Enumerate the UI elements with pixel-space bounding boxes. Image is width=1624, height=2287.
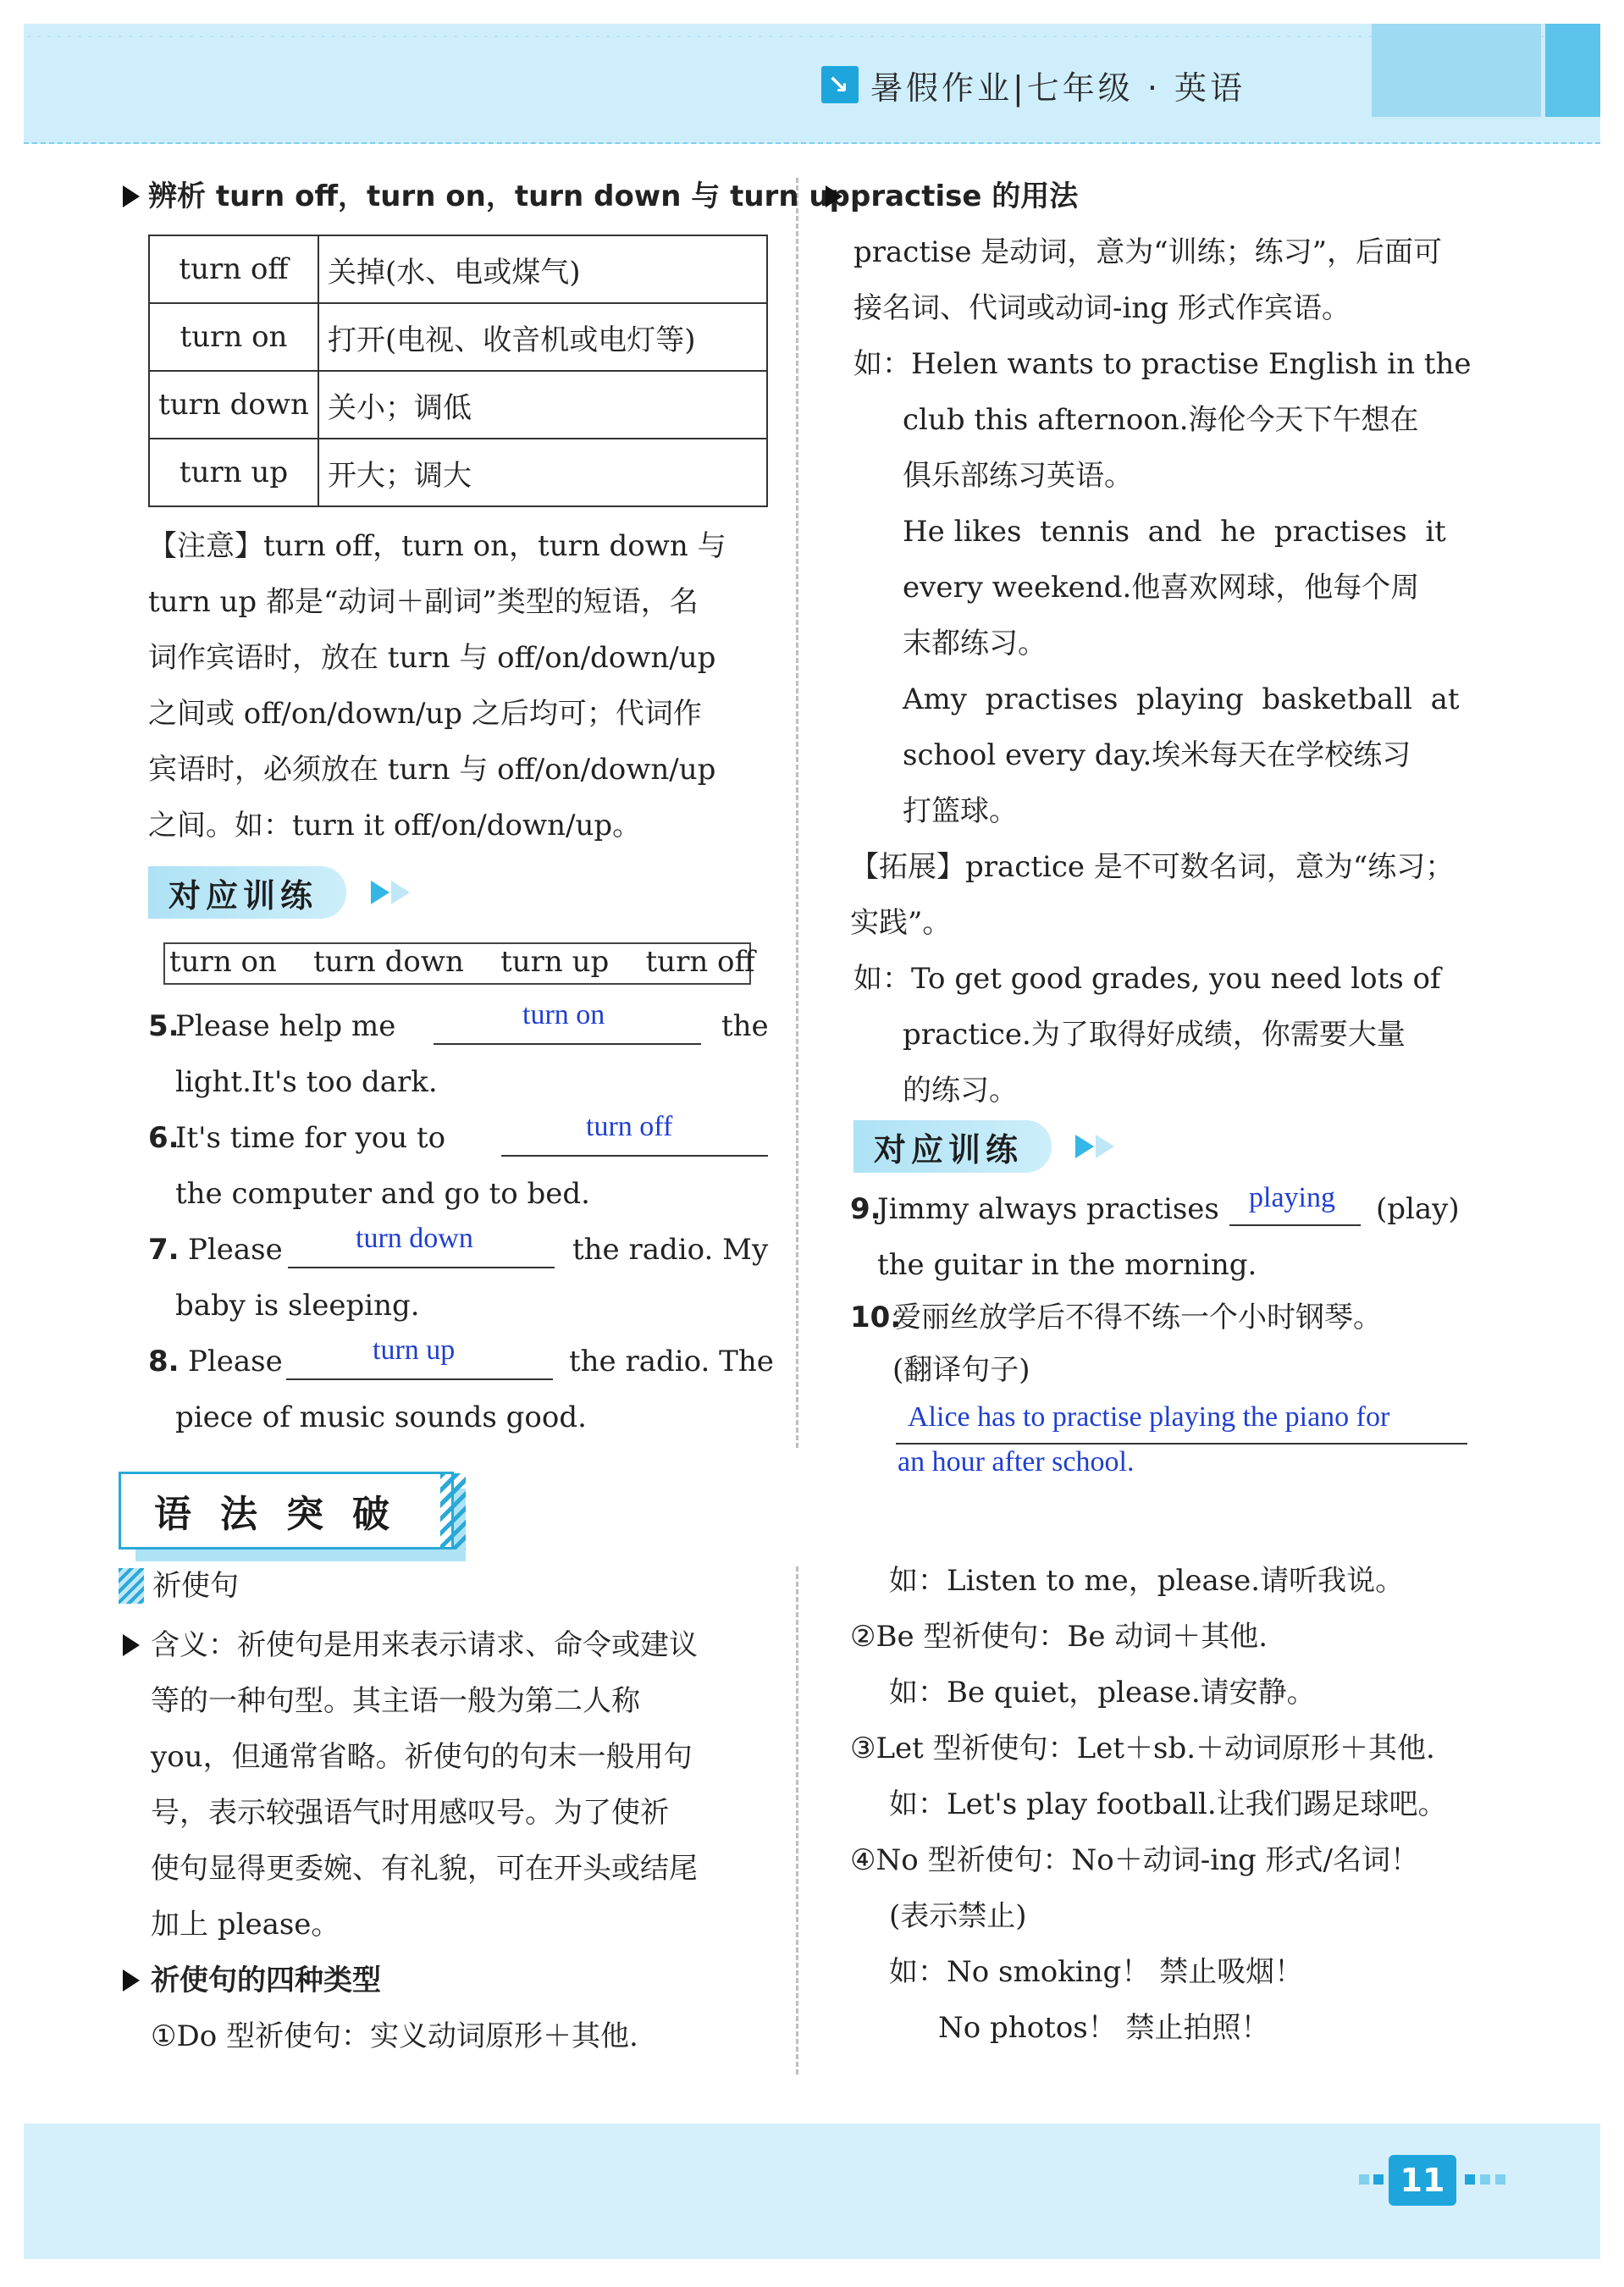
body-line: school every day.埃米每天在学校练习	[903, 738, 1411, 772]
table-row	[149, 303, 767, 371]
question-text: piece of music sounds good.	[175, 1400, 587, 1434]
subsection-title: 祈使句	[152, 1569, 239, 1603]
question-number: 10.	[850, 1301, 902, 1334]
body-line: 实践”。	[850, 906, 952, 940]
question-text: the radio. The	[569, 1345, 774, 1378]
body-line: 如：Be quiet，please.请安静。	[889, 1676, 1316, 1710]
table-row	[149, 439, 767, 506]
question-text: baby is sleeping.	[175, 1289, 420, 1323]
body-line: you，但通常省略。祈使句的句末一般用句	[151, 1740, 693, 1774]
body-line: 的练习。	[903, 1074, 1018, 1108]
answer-blank[interactable]	[434, 1043, 701, 1045]
question-text: Jimmy always practises	[877, 1192, 1219, 1226]
handwritten-answer: Alice has to practise playing the piano for	[908, 1401, 1390, 1433]
handwritten-answer: turn off	[586, 1111, 673, 1142]
column-divider	[796, 178, 798, 1448]
footer-band	[24, 2124, 1600, 2259]
arrow-icon	[1096, 1135, 1114, 1158]
body-line: 打篮球。	[903, 794, 1018, 828]
dot-decoration	[1495, 2174, 1505, 2185]
dot-decoration	[1465, 2174, 1475, 2185]
question-text: Please help me	[175, 1009, 396, 1043]
dot-decoration	[1480, 2174, 1490, 2185]
body-line: ①Do 型祈使句：实义动词原形＋其他.	[151, 2019, 638, 2053]
pointer-icon	[826, 185, 842, 207]
body-line: every weekend.他喜欢网球，他每个周	[903, 571, 1420, 605]
body-line: 等的一种句型。其主语一般为第二人称	[151, 1684, 640, 1718]
question-text: the computer and go to bed.	[175, 1177, 590, 1211]
table-cell-meaning: 关小；调低	[318, 371, 767, 439]
stripes-decoration	[440, 1473, 466, 1550]
question-text: 爱丽丝放学后不得不练一个小时钢琴。	[892, 1301, 1382, 1334]
table-cell-phrase: turn up	[149, 439, 318, 506]
body-line: 接名词、代词或动词-ing 形式作宾语。	[853, 291, 1351, 325]
question-text: the	[721, 1009, 769, 1043]
header-decoration	[1372, 24, 1541, 117]
column-divider	[796, 1566, 798, 2074]
header-title-text: 暑假作业|七年级 · 英语	[870, 69, 1246, 107]
word-bank-text: turn on turn down turn up turn off	[169, 945, 755, 979]
body-line: 如：No smoking！ 禁止吸烟！	[889, 1955, 1304, 1989]
note-line: 词作宾语时，放在 turn 与 off/on/down/up	[148, 641, 716, 675]
answer-blank[interactable]	[1229, 1224, 1361, 1226]
practice-tag: 对应训练	[148, 866, 346, 919]
question-text: light.It's too dark.	[175, 1065, 438, 1099]
body-line: 使句显得更委婉、有礼貌，可在开头或结尾	[151, 1852, 698, 1886]
table-cell-meaning: 打开(电视、收音机或电灯等)	[318, 303, 767, 371]
table-cell-meaning: 开大；调大	[318, 439, 767, 506]
note-line: 之间。如：turn it off/on/down/up。	[148, 809, 642, 842]
note-line: 【注意】turn off，turn on，turn down 与	[148, 529, 726, 563]
section-heading: 祈使句的四种类型	[151, 1964, 381, 1997]
table-row	[149, 371, 767, 439]
body-line: 加上 please。	[151, 1908, 340, 1942]
arrow-icon	[391, 881, 410, 904]
handwritten-answer: turn on	[522, 999, 605, 1030]
comparison-table	[148, 235, 768, 507]
stripes-icon	[119, 1568, 144, 1604]
body-line: (表示禁止)	[889, 1899, 1027, 1933]
table-cell-phrase: turn down	[149, 371, 318, 439]
body-line: club this afternoon.海伦今天下午想在	[903, 403, 1419, 437]
handwritten-answer: turn down	[356, 1223, 473, 1254]
handwritten-answer: an hour after school.	[898, 1446, 1135, 1478]
body-line: 如：Listen to me，please.请听我说。	[889, 1564, 1405, 1598]
body-line: 【拓展】practice 是不可数名词，意为“练习；	[850, 850, 1455, 884]
handwritten-answer: turn up	[373, 1334, 456, 1366]
dot-decoration	[1373, 2174, 1384, 2185]
pointer-icon	[123, 1634, 140, 1656]
handwritten-answer: playing	[1249, 1182, 1335, 1213]
page-number: 11	[1389, 2155, 1456, 2206]
body-line: ③Let 型祈使句：Let＋sb.＋动词原形＋其他.	[850, 1732, 1435, 1765]
body-line: 含义：祈使句是用来表示请求、命令或建议	[151, 1628, 698, 1662]
body-line: 如：Let's play football.让我们踢足球吧。	[889, 1787, 1447, 1821]
question-number: 8.	[148, 1345, 180, 1378]
arrow-icon	[1075, 1135, 1094, 1158]
grammar-title: 语法突破	[119, 1472, 454, 1550]
question-number: 5.	[148, 1009, 180, 1043]
note-line: 之间或 off/on/down/up 之后均可；代词作	[148, 697, 702, 731]
body-line: 如：Helen wants to practise English in the	[853, 347, 1472, 381]
question-number: 7.	[148, 1233, 180, 1267]
header-band	[24, 24, 1600, 144]
body-line: practice.为了取得好成绩，你需要大量	[903, 1018, 1406, 1052]
answer-blank[interactable]	[288, 1267, 555, 1268]
arrow-icon	[371, 881, 389, 904]
table-cell-phrase: turn on	[149, 303, 318, 371]
note-line: 宾语时，必须放在 turn 与 off/on/down/up	[148, 753, 716, 787]
body-line: 俱乐部练习英语。	[903, 459, 1133, 493]
question-text: Please	[188, 1345, 283, 1378]
question-text: the radio. My	[572, 1233, 769, 1267]
body-line: ②Be 型祈使句：Be 动词＋其他.	[850, 1620, 1268, 1654]
question-number: 6.	[148, 1121, 180, 1155]
section-heading: practise 的用法	[850, 180, 1079, 213]
practice-tag: 对应训练	[853, 1120, 1052, 1173]
header-decoration	[1545, 24, 1600, 117]
body-line: Amy practises playing basketball at	[903, 682, 1460, 716]
pointer-icon	[123, 185, 140, 207]
answer-blank[interactable]	[896, 1443, 1467, 1445]
question-text: It's time for you to	[175, 1121, 446, 1155]
body-line: ④No 型祈使句：No＋动词-ing 形式/名词！	[850, 1843, 1420, 1877]
question-text: (play)	[1376, 1192, 1460, 1226]
header-title	[821, 59, 1246, 110]
question-number: 9.	[850, 1192, 881, 1226]
section-heading: 辨析 turn off，turn on，turn down 与 turn up	[148, 180, 850, 213]
header-dots	[24, 32, 1600, 37]
answer-blank[interactable]	[501, 1155, 768, 1157]
table-row	[149, 235, 767, 303]
pointer-icon	[123, 1969, 140, 1991]
body-line: He likes tennis and he practises it	[903, 515, 1446, 549]
body-line: No photos！ 禁止拍照！	[938, 2011, 1270, 2045]
question-text: the guitar in the morning.	[877, 1248, 1257, 1282]
table-cell-phrase: turn off	[149, 235, 318, 303]
arrow-logo-icon: ↘	[821, 66, 859, 103]
question-hint: (翻译句子)	[892, 1353, 1030, 1387]
body-line: 如：To get good grades, you need lots of	[853, 962, 1441, 996]
table-cell-meaning: 关掉(水、电或煤气)	[318, 235, 767, 303]
answer-blank[interactable]	[286, 1378, 553, 1380]
body-line: 号，表示较强语气时用感叹号。为了使祈	[151, 1796, 669, 1830]
note-line: turn up 都是“动词＋副词”类型的短语，名	[148, 585, 699, 619]
body-line: practise 是动词，意为“训练；练习”，后面可	[853, 235, 1443, 269]
dot-decoration	[1359, 2174, 1369, 2185]
body-line: 末都练习。	[903, 627, 1047, 660]
question-text: Please	[188, 1233, 283, 1267]
